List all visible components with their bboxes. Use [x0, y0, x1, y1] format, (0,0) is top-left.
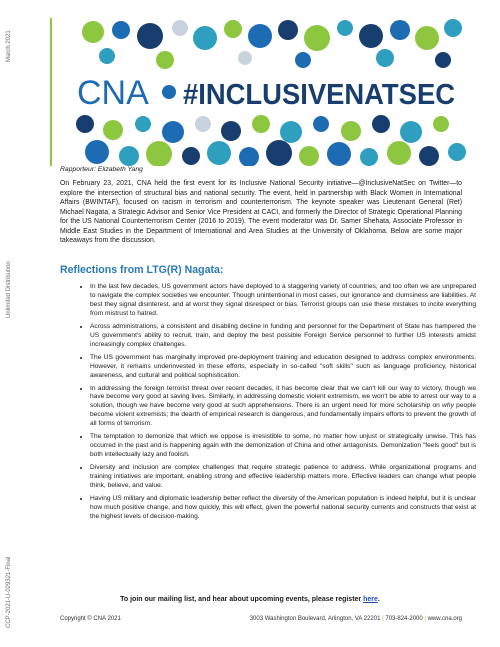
side-doc-code: CCP-2021-U-029321-Final [6, 556, 12, 628]
section-heading: Reflections from LTG(R) Nagata: [60, 264, 224, 276]
page-footer [60, 616, 462, 622]
side-distribution: Unlimited Distribution [6, 261, 12, 318]
footer-address: 3003 Washington Boulevard, Arlington, VA 22201 [249, 616, 381, 622]
rapporteur-line: Rapporteur: Elizabeth Yang [60, 166, 143, 173]
mailing-list-callout [0, 596, 500, 603]
takeaways-list [76, 283, 476, 526]
banner-hashtag: #INCLUSIVENATSEC [183, 79, 456, 111]
bullet-item: • The temptation to demonize that which we oppose is irresistible to some, no matter how unjust or strategically unwise. This has occurred in the past and is happening again with the demonization of China and other antagonists. Demonization "feels good" but is both intellectually lazy and foolish. [90, 433, 476, 460]
intro-paragraph: On February 23, 2021, CNA held the first event for its Inclusive National Security initiative—@InclusiveNatSec on Twitter—to explore the intersection of structural bias and national security. The event, held in partnership with Black Women in International Affairs (BWINTAF), focused on racism in terrorism and counterterrorism. The keynote speaker was Lieutenant General (Ret) Michael Nagata, a Strategic Advisor and Senior Vice President at CACI, and formerly the Director of Strategic Operational Planning for the US National Counterterrorism Center (2016 to 2019). The event moderator was Dr. Samer Shehata, Associate Professor in Middle East Studies in the Department of International and Area Studies at the University of Oklahoma. Below are some major takeaways from the discussion. [60, 180, 462, 245]
bullet-item: • Diversity and inclusion are complex challenges that require strategic patience to address. While organizational programs and training initiatives are important, enabling strong and effective leadership matters more. Effective leaders can change what people think, believe, and value. [90, 464, 476, 491]
bullet-text: In addressing the foreign terrorist threat over recent decades, it has become clear that we can't kill our way to victory, though we have become very good at saving lives. Similarly, in addressing domestic violent extremism, we won't be able to arrest our way to a solution, though we have become very good at such apprehensions. There is an urgent need for more scholarship on [90, 384, 476, 410]
bullet-item: • The US government has marginally improved pre-deployment training and education designed to address complex environments. However, it remains underinvested in these efforts, especially in so-called "soft skills" such as language proficiency, historical awareness, and cultural and political sophistication. [90, 354, 476, 381]
bullet-item [90, 385, 476, 430]
bullet-item: • Having US military and diplomatic leadership better reflect the diversity of the American population is indeed helpful, but it is unclear how much positive change, and how quickly, this will effect, given the powerful national security currents and constructs that exist at the highest levels of decision-making. [90, 495, 476, 522]
footer-separator: | [382, 616, 384, 622]
banner-graphic [55, 18, 466, 166]
bullet-text: people become violent extremists; the dearth of empirical research is dangerous, and fundamentally impairs efforts to prevent the growth of all forms of terrorism. [90, 402, 476, 428]
cta-text: To join our mailing list, and hear about upcoming events, please register [120, 596, 364, 603]
footer-phone: 703-824-2000 [385, 616, 423, 622]
bullet-item: • In the last few decades, US government actors have deployed to a staggering variety of countries, and too often we are unprepared to navigate the complex societies we encounter. Though unintentional in most cases, our ignorance and clumsiness are liabilities. At best they signal disinterest, and at worst they signal disrespect or bias. Terrorist groups can use these mistakes to incite everything from mistrust to hatred. [90, 283, 476, 319]
bullet-emphasis: why [442, 402, 454, 410]
side-date: March 2021 [6, 30, 12, 62]
logo-dot-icon [162, 85, 176, 99]
footer-contact [250, 616, 462, 622]
footer-separator: | [424, 616, 426, 622]
banner-accent-rule [50, 18, 52, 166]
bullet-item: • Across administrations, a consistent and disabling decline in funding and personnel for the Department of State has hampered the US government's ability to recruit, train, and deploy the best possible Foreign Service personnel to further US interests amidst increasingly complex challenges. [90, 323, 476, 350]
footer-copyright: Copyright © CNA 2021 [60, 616, 121, 622]
cta-end: . [377, 596, 380, 603]
register-link[interactable]: here [363, 596, 378, 603]
cna-logo: CNA [77, 74, 149, 112]
footer-website[interactable]: www.cna.org [427, 616, 462, 622]
